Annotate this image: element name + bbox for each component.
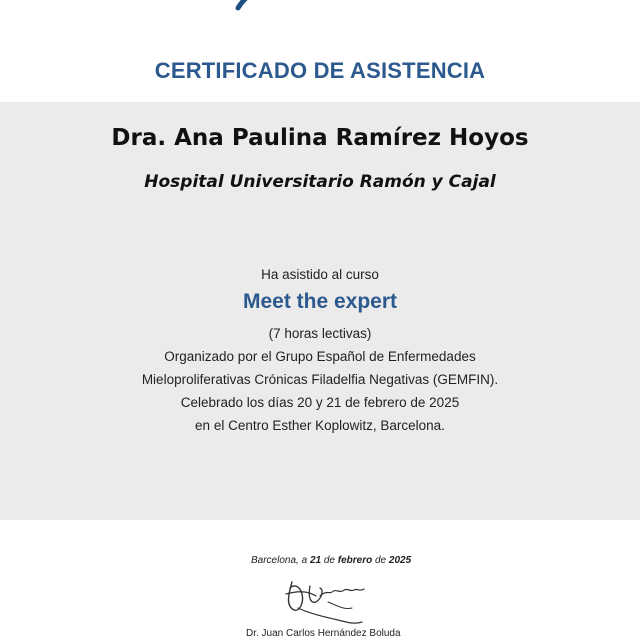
issue-date: Barcelona, a 21 de febrero de 2025	[251, 555, 412, 566]
course-organizer-cont: Mieloproliferativas Crónicas Filadelfia Negativas (GEMFIN).	[141, 372, 499, 387]
handwritten-signature-icon	[280, 572, 370, 626]
attendance-intro: Ha asistido al curso	[261, 267, 379, 282]
recipient-name: Dra. Ana Paulina Ramírez Hoyos	[111, 125, 529, 151]
signer-name: Dr. Juan Carlos Hernández Boluda	[246, 628, 401, 639]
course-hours: (7 horas lectivas)	[268, 326, 372, 341]
issue-year: 2025	[388, 555, 412, 566]
issue-month: febrero	[337, 555, 373, 566]
course-name: Meet the expert	[242, 290, 398, 313]
course-venue: en el Centro Esther Koplowitz, Barcelona.	[195, 418, 445, 433]
course-organizer: Organizado por el Grupo Español de Enfermedades	[164, 349, 476, 364]
course-dates: Celebrado los días 20 y 21 de febrero de 2025	[180, 395, 460, 410]
recipient-institution: Hospital Universitario Ramón y Cajal	[144, 172, 496, 192]
issue-day: 21	[309, 555, 322, 566]
certificate-title: CERTIFICADO DE ASISTENCIA	[154, 58, 486, 83]
course-details	[0, 322, 640, 437]
logo-mark	[220, 0, 420, 22]
